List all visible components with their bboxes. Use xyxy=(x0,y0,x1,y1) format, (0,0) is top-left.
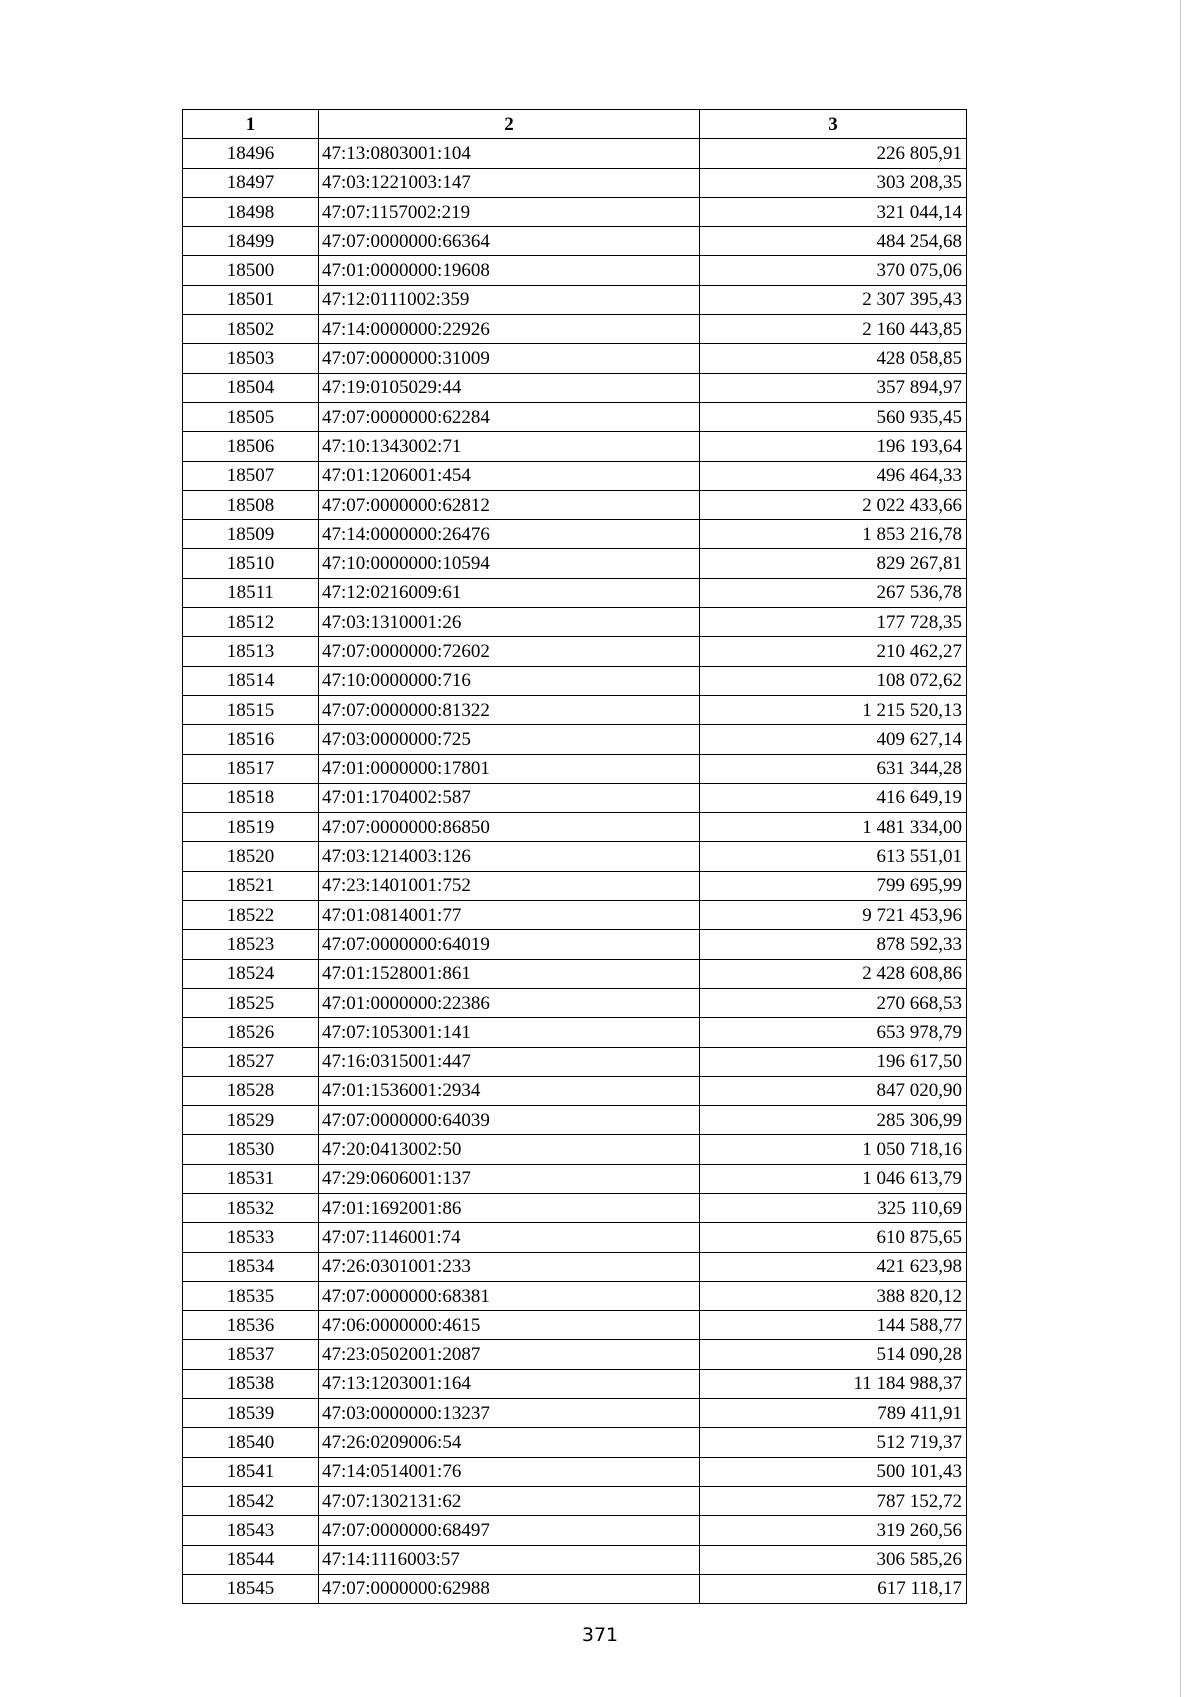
value-cell: 421 623,98 xyxy=(700,1252,967,1281)
table-row xyxy=(183,520,967,549)
value-cell: 512 719,37 xyxy=(700,1428,967,1457)
value-cell: 2 022 433,66 xyxy=(700,490,967,519)
row-number-cell: 18506 xyxy=(183,432,319,461)
value-cell: 11 184 988,37 xyxy=(700,1369,967,1398)
row-number-cell: 18544 xyxy=(183,1545,319,1574)
row-number-cell: 18524 xyxy=(183,959,319,988)
cadastral-number-cell: 47:29:0606001:137 xyxy=(319,1164,700,1193)
cadastral-number-cell: 47:10:0000000:716 xyxy=(319,666,700,695)
table-row xyxy=(183,901,967,930)
table-row xyxy=(183,959,967,988)
value-cell: 617 118,17 xyxy=(700,1574,967,1603)
value-cell: 144 588,77 xyxy=(700,1311,967,1340)
table-row xyxy=(183,1516,967,1545)
row-number-cell: 18521 xyxy=(183,871,319,900)
table-header-row xyxy=(183,110,967,139)
cadastral-number-cell: 47:01:1206001:454 xyxy=(319,461,700,490)
table-row xyxy=(183,988,967,1017)
row-number-cell: 18526 xyxy=(183,1018,319,1047)
cadastral-number-cell: 47:01:1536001:2934 xyxy=(319,1076,700,1105)
cadastral-number-cell: 47:07:0000000:66364 xyxy=(319,227,700,256)
value-cell: 357 894,97 xyxy=(700,373,967,402)
row-number-cell: 18525 xyxy=(183,988,319,1017)
table-row xyxy=(183,578,967,607)
table-row xyxy=(183,315,967,344)
row-number-cell: 18531 xyxy=(183,1164,319,1193)
cadastral-number-cell: 47:07:0000000:62988 xyxy=(319,1574,700,1603)
page-number: 371 xyxy=(581,1624,619,1646)
value-cell: 177 728,35 xyxy=(700,608,967,637)
row-number-cell: 18518 xyxy=(183,783,319,812)
cadastral-number-cell: 47:07:0000000:31009 xyxy=(319,344,700,373)
row-number-cell: 18512 xyxy=(183,608,319,637)
value-cell: 416 649,19 xyxy=(700,783,967,812)
table-row xyxy=(183,1399,967,1428)
value-cell: 196 193,64 xyxy=(700,432,967,461)
table-row xyxy=(183,1135,967,1164)
table-row xyxy=(183,1193,967,1222)
table-row xyxy=(183,1047,967,1076)
value-cell: 267 536,78 xyxy=(700,578,967,607)
row-number-cell: 18537 xyxy=(183,1340,319,1369)
data-table xyxy=(182,109,967,1604)
value-cell: 613 551,01 xyxy=(700,842,967,871)
row-number-cell: 18527 xyxy=(183,1047,319,1076)
table-row xyxy=(183,1428,967,1457)
value-cell: 500 101,43 xyxy=(700,1457,967,1486)
value-cell: 428 058,85 xyxy=(700,344,967,373)
table-row xyxy=(183,402,967,431)
row-number-cell: 18515 xyxy=(183,695,319,724)
row-number-cell: 18514 xyxy=(183,666,319,695)
table-row xyxy=(183,871,967,900)
table-row xyxy=(183,197,967,226)
row-number-cell: 18505 xyxy=(183,402,319,431)
cadastral-number-cell: 47:01:1692001:86 xyxy=(319,1193,700,1222)
value-cell: 1 853 216,78 xyxy=(700,520,967,549)
table-row xyxy=(183,1018,967,1047)
row-number-cell: 18530 xyxy=(183,1135,319,1164)
cadastral-number-cell: 47:07:1053001:141 xyxy=(319,1018,700,1047)
value-cell: 319 260,56 xyxy=(700,1516,967,1545)
cadastral-number-cell: 47:03:1214003:126 xyxy=(319,842,700,871)
cadastral-number-cell: 47:14:0514001:76 xyxy=(319,1457,700,1486)
cadastral-number-cell: 47:20:0413002:50 xyxy=(319,1135,700,1164)
row-number-cell: 18523 xyxy=(183,930,319,959)
cadastral-number-cell: 47:23:1401001:752 xyxy=(319,871,700,900)
value-cell: 878 592,33 xyxy=(700,930,967,959)
cadastral-number-cell: 47:12:0111002:359 xyxy=(319,285,700,314)
cadastral-number-cell: 47:16:0315001:447 xyxy=(319,1047,700,1076)
row-number-cell: 18509 xyxy=(183,520,319,549)
table-row xyxy=(183,1545,967,1574)
cadastral-number-cell: 47:14:0000000:22926 xyxy=(319,315,700,344)
value-cell: 210 462,27 xyxy=(700,637,967,666)
value-cell: 653 978,79 xyxy=(700,1018,967,1047)
page-edge-line xyxy=(1180,0,1181,1697)
cadastral-number-cell: 47:10:0000000:10594 xyxy=(319,549,700,578)
value-cell: 285 306,99 xyxy=(700,1106,967,1135)
table-row xyxy=(183,549,967,578)
cadastral-number-cell: 47:14:1116003:57 xyxy=(319,1545,700,1574)
table-row xyxy=(183,1281,967,1310)
value-cell: 560 935,45 xyxy=(700,402,967,431)
row-number-cell: 18516 xyxy=(183,725,319,754)
value-cell: 306 585,26 xyxy=(700,1545,967,1574)
row-number-cell: 18519 xyxy=(183,813,319,842)
table-row xyxy=(183,227,967,256)
value-cell: 789 411,91 xyxy=(700,1399,967,1428)
row-number-cell: 18500 xyxy=(183,256,319,285)
cadastral-number-cell: 47:06:0000000:4615 xyxy=(319,1311,700,1340)
table-row xyxy=(183,344,967,373)
table-row xyxy=(183,1369,967,1398)
table-body xyxy=(183,139,967,1604)
cadastral-number-cell: 47:12:0216009:61 xyxy=(319,578,700,607)
value-cell: 631 344,28 xyxy=(700,754,967,783)
row-number-cell: 18517 xyxy=(183,754,319,783)
column-header-1: 1 xyxy=(183,110,319,139)
table-row xyxy=(183,725,967,754)
cadastral-number-cell: 47:07:0000000:62812 xyxy=(319,490,700,519)
table-row xyxy=(183,1164,967,1193)
column-header-3: 3 xyxy=(700,110,967,139)
cadastral-number-cell: 47:03:1310001:26 xyxy=(319,608,700,637)
table-row xyxy=(183,1457,967,1486)
value-cell: 9 721 453,96 xyxy=(700,901,967,930)
cadastral-number-cell: 47:01:0000000:22386 xyxy=(319,988,700,1017)
value-cell: 108 072,62 xyxy=(700,666,967,695)
row-number-cell: 18520 xyxy=(183,842,319,871)
row-number-cell: 18513 xyxy=(183,637,319,666)
cadastral-number-cell: 47:07:0000000:72602 xyxy=(319,637,700,666)
cadastral-number-cell: 47:01:1704002:587 xyxy=(319,783,700,812)
value-cell: 370 075,06 xyxy=(700,256,967,285)
value-cell: 325 110,69 xyxy=(700,1193,967,1222)
cadastral-number-cell: 47:14:0000000:26476 xyxy=(319,520,700,549)
table-row xyxy=(183,285,967,314)
cadastral-number-cell: 47:07:0000000:86850 xyxy=(319,813,700,842)
value-cell: 2 307 395,43 xyxy=(700,285,967,314)
table-row xyxy=(183,1223,967,1252)
row-number-cell: 18504 xyxy=(183,373,319,402)
table-row xyxy=(183,813,967,842)
table-row xyxy=(183,608,967,637)
table-row xyxy=(183,432,967,461)
table-row xyxy=(183,842,967,871)
row-number-cell: 18540 xyxy=(183,1428,319,1457)
value-cell: 388 820,12 xyxy=(700,1281,967,1310)
cadastral-number-cell: 47:10:1343002:71 xyxy=(319,432,700,461)
table-row xyxy=(183,461,967,490)
cadastral-number-cell: 47:07:0000000:64039 xyxy=(319,1106,700,1135)
row-number-cell: 18498 xyxy=(183,197,319,226)
value-cell: 829 267,81 xyxy=(700,549,967,578)
row-number-cell: 18543 xyxy=(183,1516,319,1545)
row-number-cell: 18528 xyxy=(183,1076,319,1105)
table-row xyxy=(183,1252,967,1281)
table-row xyxy=(183,695,967,724)
cadastral-number-cell: 47:23:0502001:2087 xyxy=(319,1340,700,1369)
cadastral-number-cell: 47:07:1157002:219 xyxy=(319,197,700,226)
value-cell: 496 464,33 xyxy=(700,461,967,490)
value-cell: 2 428 608,86 xyxy=(700,959,967,988)
row-number-cell: 18541 xyxy=(183,1457,319,1486)
cadastral-number-cell: 47:07:1302131:62 xyxy=(319,1486,700,1515)
value-cell: 2 160 443,85 xyxy=(700,315,967,344)
column-header-2: 2 xyxy=(319,110,700,139)
data-table-container xyxy=(182,109,967,1604)
cadastral-number-cell: 47:01:0000000:19608 xyxy=(319,256,700,285)
value-cell: 799 695,99 xyxy=(700,871,967,900)
row-number-cell: 18497 xyxy=(183,168,319,197)
row-number-cell: 18510 xyxy=(183,549,319,578)
value-cell: 303 208,35 xyxy=(700,168,967,197)
cadastral-number-cell: 47:07:0000000:68381 xyxy=(319,1281,700,1310)
table-row xyxy=(183,930,967,959)
table-row xyxy=(183,1076,967,1105)
row-number-cell: 18534 xyxy=(183,1252,319,1281)
value-cell: 514 090,28 xyxy=(700,1340,967,1369)
value-cell: 226 805,91 xyxy=(700,139,967,168)
value-cell: 409 627,14 xyxy=(700,725,967,754)
value-cell: 1 050 718,16 xyxy=(700,1135,967,1164)
row-number-cell: 18542 xyxy=(183,1486,319,1515)
table-row xyxy=(183,754,967,783)
row-number-cell: 18496 xyxy=(183,139,319,168)
table-row xyxy=(183,490,967,519)
row-number-cell: 18507 xyxy=(183,461,319,490)
value-cell: 321 044,14 xyxy=(700,197,967,226)
cadastral-number-cell: 47:07:0000000:81322 xyxy=(319,695,700,724)
cadastral-number-cell: 47:01:1528001:861 xyxy=(319,959,700,988)
table-row xyxy=(183,256,967,285)
row-number-cell: 18508 xyxy=(183,490,319,519)
row-number-cell: 18522 xyxy=(183,901,319,930)
row-number-cell: 18536 xyxy=(183,1311,319,1340)
table-row xyxy=(183,168,967,197)
row-number-cell: 18533 xyxy=(183,1223,319,1252)
cadastral-number-cell: 47:13:1203001:164 xyxy=(319,1369,700,1398)
table-row xyxy=(183,1486,967,1515)
value-cell: 787 152,72 xyxy=(700,1486,967,1515)
cadastral-number-cell: 47:01:0000000:17801 xyxy=(319,754,700,783)
table-row xyxy=(183,1106,967,1135)
cadastral-number-cell: 47:03:0000000:725 xyxy=(319,725,700,754)
row-number-cell: 18532 xyxy=(183,1193,319,1222)
row-number-cell: 18501 xyxy=(183,285,319,314)
cadastral-number-cell: 47:03:1221003:147 xyxy=(319,168,700,197)
table-row xyxy=(183,373,967,402)
row-number-cell: 18502 xyxy=(183,315,319,344)
cadastral-number-cell: 47:07:1146001:74 xyxy=(319,1223,700,1252)
row-number-cell: 18538 xyxy=(183,1369,319,1398)
table-row xyxy=(183,1340,967,1369)
row-number-cell: 18499 xyxy=(183,227,319,256)
table-row xyxy=(183,139,967,168)
row-number-cell: 18539 xyxy=(183,1399,319,1428)
row-number-cell: 18511 xyxy=(183,578,319,607)
table-row xyxy=(183,637,967,666)
row-number-cell: 18503 xyxy=(183,344,319,373)
value-cell: 1 046 613,79 xyxy=(700,1164,967,1193)
cadastral-number-cell: 47:07:0000000:64019 xyxy=(319,930,700,959)
value-cell: 847 020,90 xyxy=(700,1076,967,1105)
value-cell: 1 481 334,00 xyxy=(700,813,967,842)
cadastral-number-cell: 47:07:0000000:62284 xyxy=(319,402,700,431)
cadastral-number-cell: 47:19:0105029:44 xyxy=(319,373,700,402)
table-row xyxy=(183,783,967,812)
row-number-cell: 18535 xyxy=(183,1281,319,1310)
cadastral-number-cell: 47:03:0000000:13237 xyxy=(319,1399,700,1428)
value-cell: 610 875,65 xyxy=(700,1223,967,1252)
cadastral-number-cell: 47:01:0814001:77 xyxy=(319,901,700,930)
cadastral-number-cell: 47:13:0803001:104 xyxy=(319,139,700,168)
value-cell: 196 617,50 xyxy=(700,1047,967,1076)
row-number-cell: 18545 xyxy=(183,1574,319,1603)
cadastral-number-cell: 47:07:0000000:68497 xyxy=(319,1516,700,1545)
table-row xyxy=(183,1574,967,1603)
cadastral-number-cell: 47:26:0209006:54 xyxy=(319,1428,700,1457)
value-cell: 484 254,68 xyxy=(700,227,967,256)
value-cell: 270 668,53 xyxy=(700,988,967,1017)
table-row xyxy=(183,666,967,695)
row-number-cell: 18529 xyxy=(183,1106,319,1135)
cadastral-number-cell: 47:26:0301001:233 xyxy=(319,1252,700,1281)
value-cell: 1 215 520,13 xyxy=(700,695,967,724)
table-row xyxy=(183,1311,967,1340)
